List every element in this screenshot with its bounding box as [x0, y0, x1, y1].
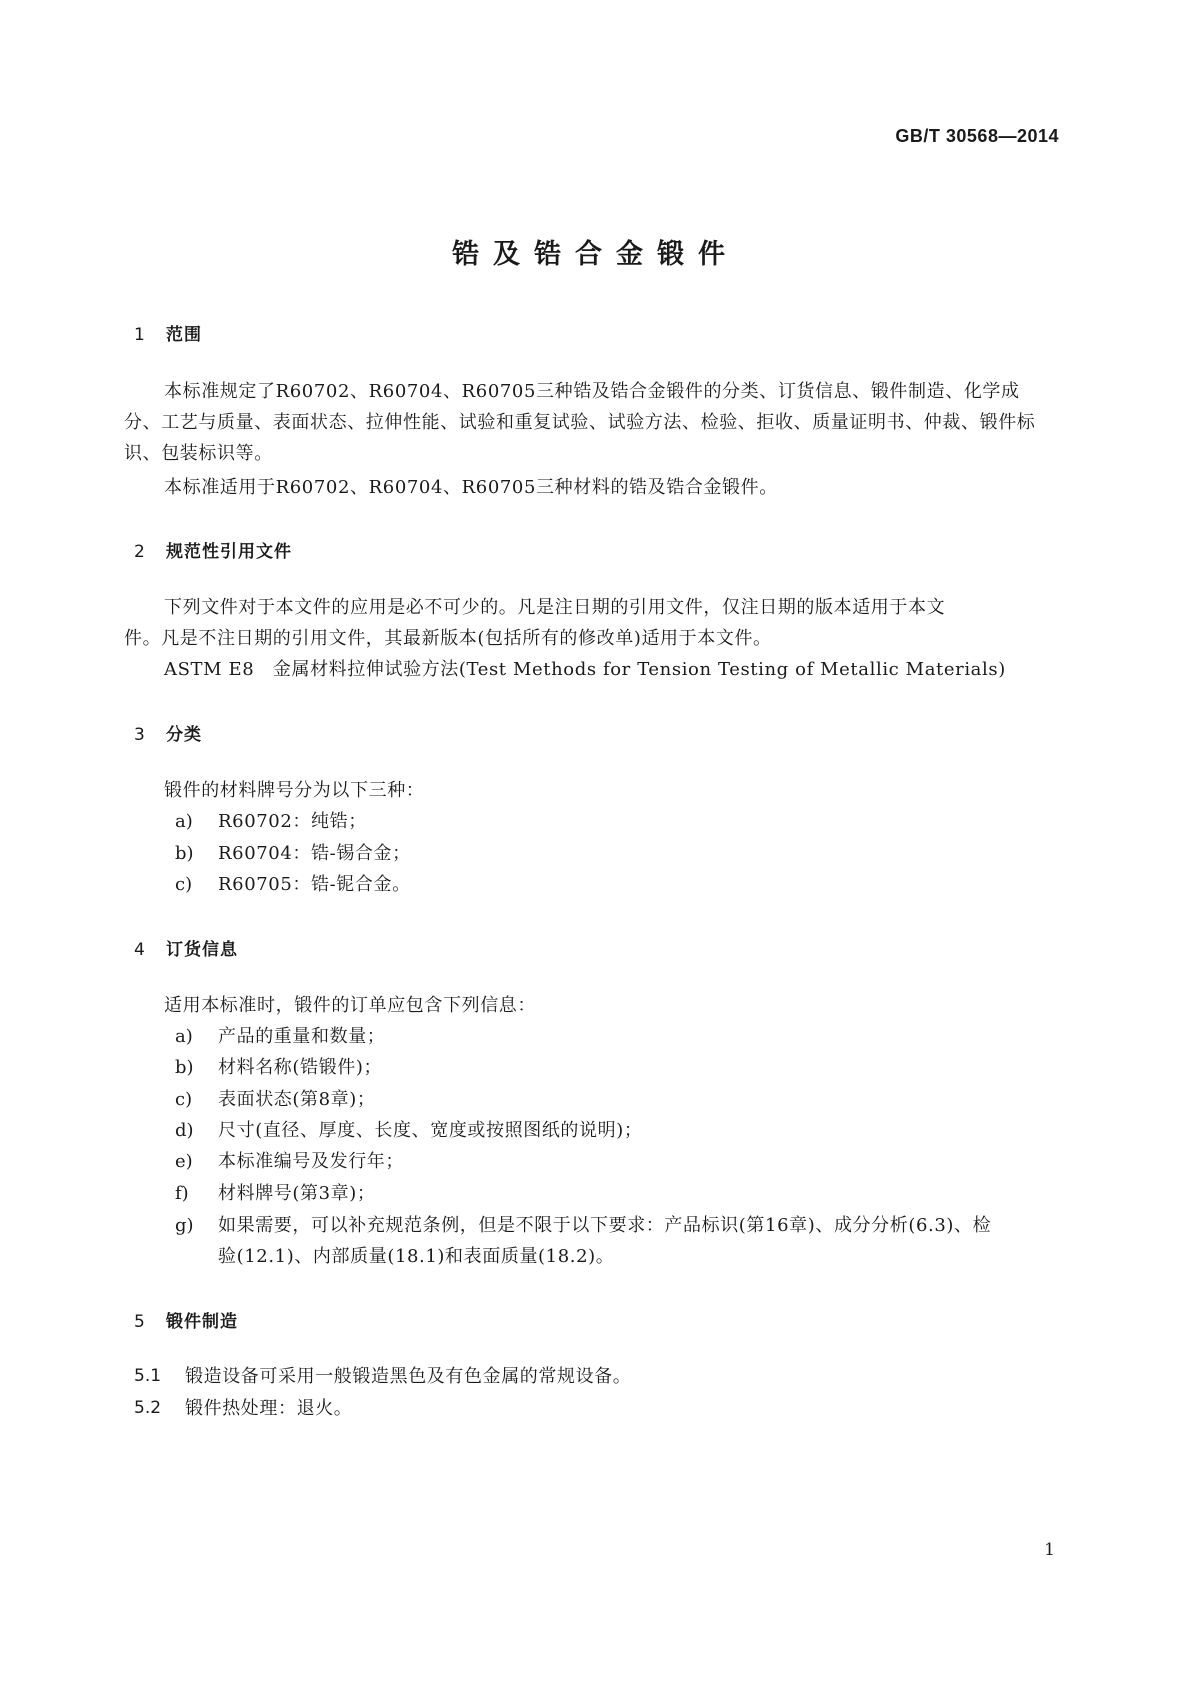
- list-item-text: 材料名称(锆锻件)；: [218, 1057, 383, 1078]
- list-item-letter: f): [175, 1183, 189, 1204]
- section-1-para1-line3: 识、包装标识等。: [124, 443, 273, 464]
- section-1-para1-line2: 分、工艺与质量、表面状态、拉伸性能、试验和重复试验、试验方法、检验、拒收、质量证明书、仲裁、锻件标: [124, 412, 1036, 433]
- section-title: 订货信息: [166, 940, 238, 960]
- list-item-letter: b): [175, 1057, 194, 1078]
- section-title: 分类: [166, 725, 202, 745]
- section-2-para1-line1: 下列文件对于本文件的应用是必不可少的。凡是注日期的引用文件，仅注日期的版本适用于本文: [164, 597, 946, 618]
- list-item-letter: b): [175, 843, 194, 864]
- section-1-para2: 本标准适用于R60702、R60704、R60705三种材料的锆及锆合金锻件。: [164, 477, 778, 498]
- section-2-reference: ASTM E8 金属材料拉伸试验方法(Test Methods for Tension Testing of Metallic Materials): [164, 659, 1006, 680]
- section-3-heading: [134, 720, 202, 745]
- section-number: 4: [134, 940, 146, 960]
- document-title: 锆及锆合金锻件: [452, 239, 739, 270]
- subsection-text: 锻造设备可采用一般锻造黑色及有色金属的常规设备。: [185, 1366, 632, 1387]
- section-1-heading: [134, 320, 202, 345]
- section-5-heading: [134, 1307, 238, 1332]
- list-item-text: 如果需要，可以补充规范条例，但是不限于以下要求：产品标识(第16章)、成分分析(6.3)、检: [218, 1215, 992, 1236]
- list-item-letter: c): [175, 874, 193, 895]
- section-title: 规范性引用文件: [166, 542, 292, 562]
- list-item-text: 本标准编号及发行年；: [218, 1151, 404, 1172]
- page-number: 1: [1044, 1540, 1055, 1560]
- section-2-para1-line2: 件。凡是不注日期的引用文件，其最新版本(包括所有的修改单)适用于本文件。: [124, 628, 772, 649]
- subsection-number: 5.2: [134, 1398, 162, 1418]
- list-item-text-continued: 验(12.1)、内部质量(18.1)和表面质量(18.2)。: [218, 1246, 615, 1267]
- section-number: 2: [134, 542, 146, 562]
- section-number: 5: [134, 1312, 146, 1332]
- section-3-intro: 锻件的材料牌号分为以下三种：: [164, 780, 425, 801]
- subsection-text: 锻件热处理：退火。: [185, 1398, 353, 1419]
- standard-code: GB/T 30568—2014: [895, 126, 1059, 146]
- list-item-letter: a): [175, 1026, 193, 1047]
- list-item-text: 尺寸(直径、厚度、长度、宽度或按照图纸的说明)；: [218, 1120, 643, 1141]
- list-item-text: 材料牌号(第3章)；: [218, 1183, 376, 1204]
- section-2-heading: [134, 537, 292, 562]
- section-4-intro: 适用本标准时，锻件的订单应包含下列信息：: [164, 995, 536, 1016]
- section-number: 1: [134, 325, 146, 345]
- list-item-text: R60705：锆-铌合金。: [218, 874, 411, 895]
- list-item-letter: e): [175, 1151, 193, 1172]
- list-item-text: R60704：锆-锡合金；: [218, 843, 411, 864]
- subsection-number: 5.1: [134, 1366, 162, 1386]
- section-1-para1-line1: 本标准规定了R60702、R60704、R60705三种锆及锆合金锻件的分类、订货信息、锻件制造、化学成: [164, 381, 1020, 402]
- list-item-text: R60702：纯锆；: [218, 811, 367, 832]
- section-4-heading: [134, 935, 238, 960]
- section-title: 锻件制造: [166, 1312, 238, 1332]
- list-item-letter: d): [175, 1120, 194, 1141]
- section-title: 范围: [166, 325, 202, 345]
- list-item-letter: c): [175, 1089, 193, 1110]
- list-item-text: 表面状态(第8章)；: [218, 1089, 376, 1110]
- list-item-text: 产品的重量和数量；: [218, 1026, 386, 1047]
- list-item-letter: a): [175, 811, 193, 832]
- section-number: 3: [134, 725, 146, 745]
- list-item-letter: g): [175, 1215, 194, 1236]
